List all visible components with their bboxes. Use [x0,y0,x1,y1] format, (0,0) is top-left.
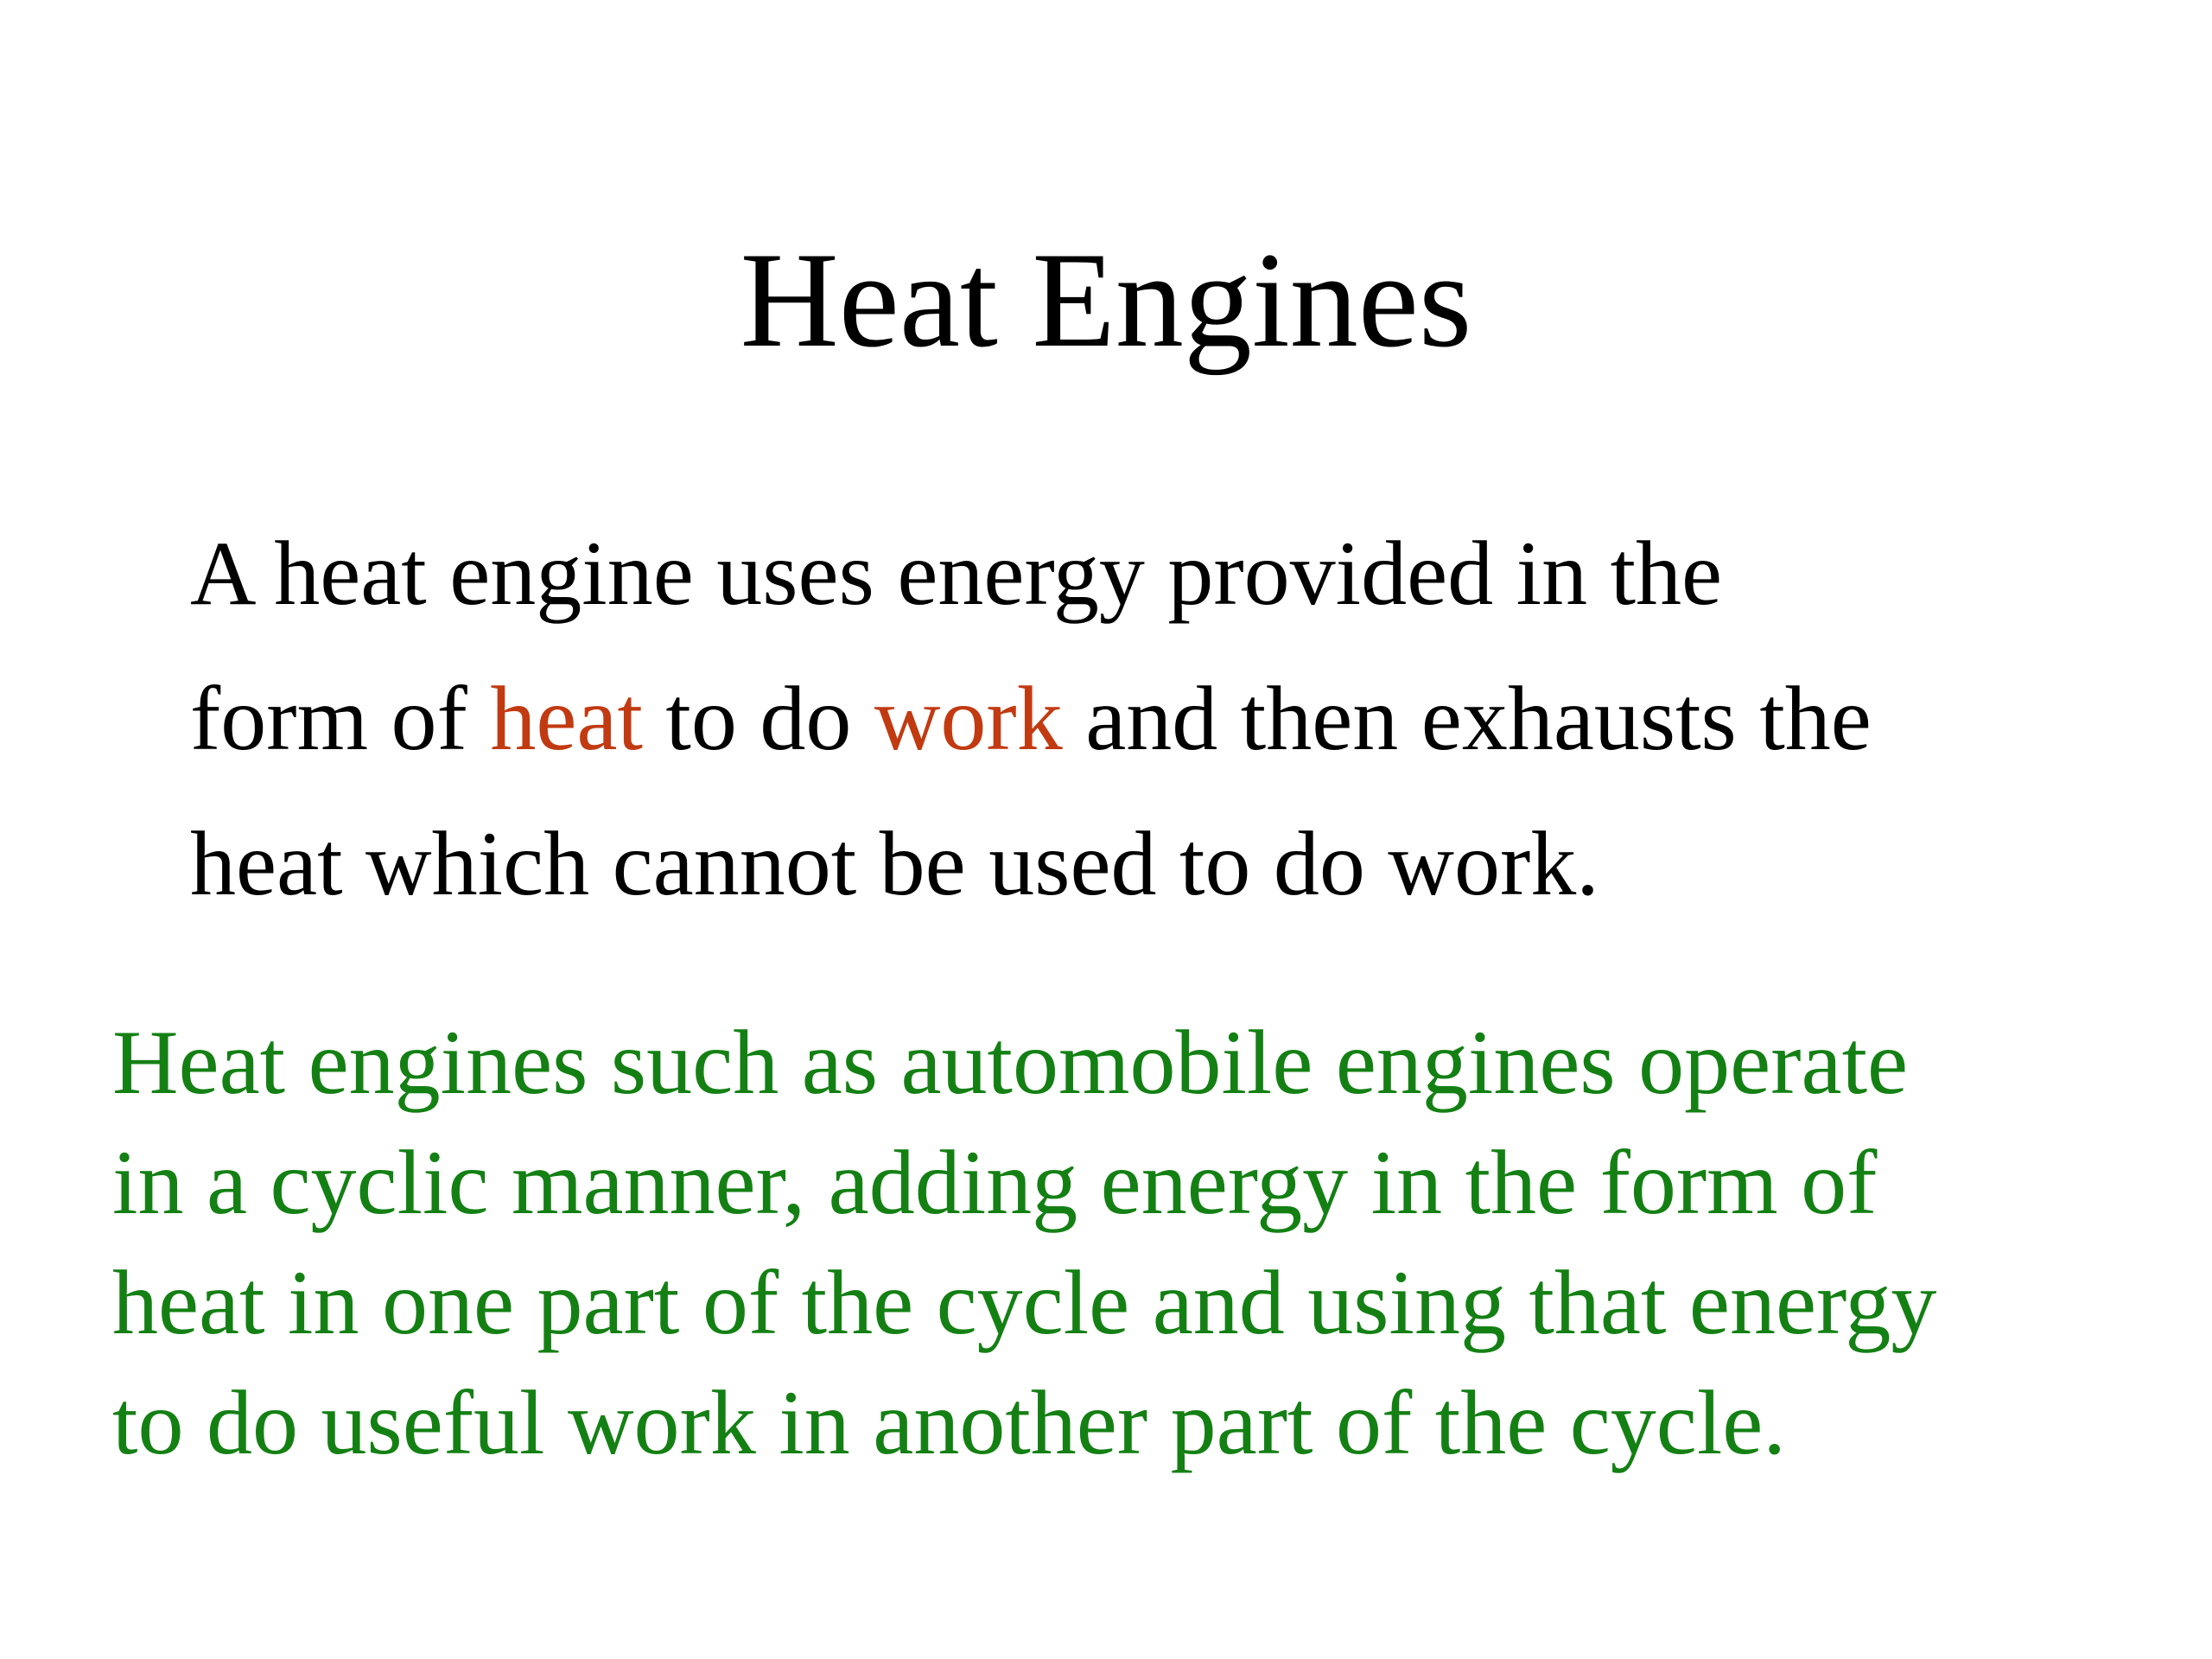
cyclic-line-1: Heat engines such as automobile engines operate [112,1012,1909,1113]
definition-line-2-mid: to do [642,668,874,769]
definition-line-1: A heat engine uses energy provided in the [190,523,1723,624]
slide-title: Heat Engines [740,225,1472,376]
highlight-work: work [874,668,1063,769]
definition-line-2 [190,646,2091,791]
cyclic-line-2: in a cyclic manner, adding energy in the form of [112,1132,1878,1233]
definition-line-3: heat which cannot be used to do work. [190,813,1599,914]
definition-paragraph [190,501,2091,937]
cyclic-line-4: to do useful work in another part of the cycle. [112,1372,1786,1473]
definition-line-2-end: and then exhausts the [1062,668,1872,769]
cyclic-line-3: heat in one part of the cycle and using that energy [112,1252,1937,1353]
highlight-heat: heat [490,668,643,769]
definition-line-2-start: form of [190,668,491,769]
cyclic-engines-paragraph [112,1002,2169,1483]
